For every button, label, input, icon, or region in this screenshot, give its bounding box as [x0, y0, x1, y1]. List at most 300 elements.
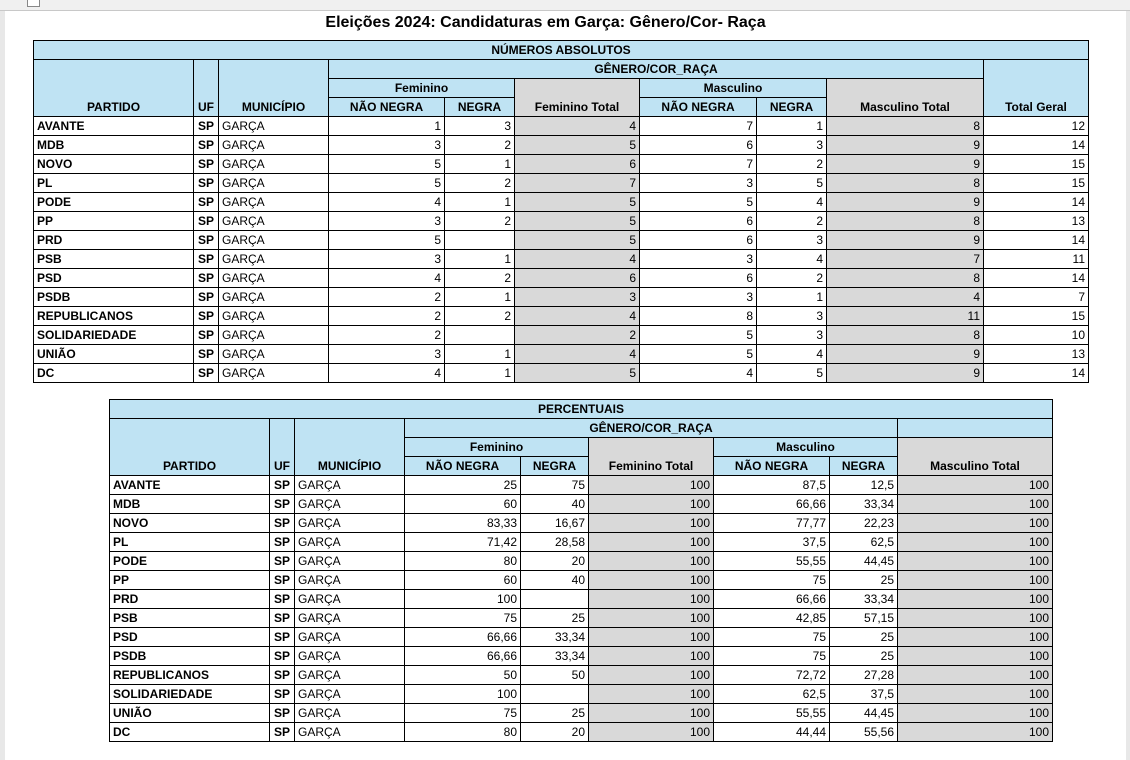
masculino-negra-cell[interactable]: 2	[757, 155, 827, 174]
municipio-cell[interactable]: GARÇA	[295, 476, 405, 495]
feminino-negra-cell[interactable]	[445, 231, 515, 250]
municipio-cell[interactable]: GARÇA	[295, 609, 405, 628]
masculino-nao-negra-cell[interactable]: 62,5	[714, 685, 830, 704]
masculino-nao-negra-cell[interactable]: 75	[714, 571, 830, 590]
masculino-header: Masculino	[714, 438, 898, 457]
partido-cell[interactable]: PSB	[34, 250, 194, 269]
feminino-total-cell[interactable]: 7	[515, 174, 640, 193]
feminino-negra-cell[interactable]: 20	[521, 723, 589, 742]
feminino-total-cell[interactable]: 100	[589, 647, 714, 666]
masculino-negra-cell[interactable]: 3	[757, 136, 827, 155]
partido-cell[interactable]: PRD	[34, 231, 194, 250]
masculino-negra-cell[interactable]: 25	[830, 647, 898, 666]
total-geral-cell[interactable]: 14	[984, 231, 1089, 250]
uf-cell[interactable]: SP	[270, 666, 295, 685]
municipio-cell[interactable]: GARÇA	[295, 685, 405, 704]
partido-cell[interactable]: PODE	[110, 552, 270, 571]
partido-cell[interactable]: PSD	[34, 269, 194, 288]
feminino-negra-cell[interactable]	[521, 590, 589, 609]
masculino-total-cell[interactable]: 100	[898, 628, 1053, 647]
feminino-nao-negra-cell[interactable]: 60	[405, 495, 521, 514]
feminino-total-cell[interactable]: 2	[515, 326, 640, 345]
masculino-negra-cell[interactable]: 27,28	[830, 666, 898, 685]
feminino-nao-negra-cell[interactable]: 60	[405, 571, 521, 590]
partido-cell[interactable]: SOLIDARIEDADE	[110, 685, 270, 704]
feminino-negra-cell[interactable]: 25	[521, 609, 589, 628]
uf-cell[interactable]: SP	[194, 326, 219, 345]
masculino-negra-cell[interactable]: 12,5	[830, 476, 898, 495]
feminino-nao-negra-cell[interactable]: 50	[405, 666, 521, 685]
feminino-total-cell[interactable]: 4	[515, 345, 640, 364]
total-geral-cell[interactable]: 14	[984, 136, 1089, 155]
municipio-cell[interactable]: GARÇA	[219, 364, 329, 383]
uf-cell[interactable]: SP	[270, 609, 295, 628]
masculino-nao-negra-cell[interactable]: 6	[640, 269, 757, 288]
municipio-cell[interactable]: GARÇA	[295, 704, 405, 723]
uf-cell[interactable]: SP	[194, 174, 219, 193]
feminino-nao-negra-cell[interactable]: 3	[329, 136, 445, 155]
masculino-total-cell[interactable]: 9	[827, 364, 984, 383]
feminino-negra-header: NEGRA	[521, 457, 589, 476]
table-row	[34, 307, 1089, 326]
partido-cell[interactable]: MDB	[110, 495, 270, 514]
partido-cell[interactable]: PSB	[110, 609, 270, 628]
feminino-nao-negra-cell[interactable]: 83,33	[405, 514, 521, 533]
feminino-nao-negra-cell[interactable]: 100	[405, 590, 521, 609]
masculino-negra-cell[interactable]: 4	[757, 193, 827, 212]
uf-cell[interactable]: SP	[270, 514, 295, 533]
masculino-nao-negra-cell[interactable]: 6	[640, 136, 757, 155]
masculino-negra-cell[interactable]: 55,56	[830, 723, 898, 742]
municipio-cell[interactable]: GARÇA	[219, 326, 329, 345]
feminino-nao-negra-cell[interactable]: 66,66	[405, 628, 521, 647]
municipio-cell[interactable]: GARÇA	[219, 136, 329, 155]
feminino-total-header: Feminino Total	[515, 79, 640, 117]
masculino-total-cell[interactable]: 8	[827, 326, 984, 345]
masculino-nao-negra-cell[interactable]: 55,55	[714, 704, 830, 723]
total-geral-cell[interactable]: 15	[984, 155, 1089, 174]
masculino-negra-cell[interactable]: 4	[757, 250, 827, 269]
masculino-nao-negra-cell[interactable]: 7	[640, 117, 757, 136]
total-geral-cell[interactable]: 7	[984, 288, 1089, 307]
feminino-total-cell[interactable]: 100	[589, 704, 714, 723]
uf-cell[interactable]: SP	[270, 571, 295, 590]
feminino-negra-cell[interactable]: 2	[445, 174, 515, 193]
partido-cell[interactable]: PP	[34, 212, 194, 231]
partido-cell[interactable]: DC	[110, 723, 270, 742]
absolute-numbers-table	[33, 40, 1089, 383]
masculino-nao-negra-cell[interactable]: 75	[714, 647, 830, 666]
feminino-negra-cell[interactable]: 2	[445, 307, 515, 326]
masculino-nao-negra-cell[interactable]: 5	[640, 345, 757, 364]
masculino-total-cell[interactable]: 100	[898, 666, 1053, 685]
masculino-nao-negra-cell[interactable]: 44,44	[714, 723, 830, 742]
partido-cell[interactable]: UNIÃO	[110, 704, 270, 723]
masculino-total-cell[interactable]: 9	[827, 136, 984, 155]
feminino-nao-negra-cell[interactable]: 2	[329, 307, 445, 326]
masculino-negra-cell[interactable]: 22,23	[830, 514, 898, 533]
feminino-negra-cell[interactable]: 25	[521, 704, 589, 723]
masculino-nao-negra-cell[interactable]: 6	[640, 231, 757, 250]
masculino-nao-negra-cell[interactable]: 8	[640, 307, 757, 326]
municipio-cell[interactable]: GARÇA	[219, 193, 329, 212]
feminino-total-cell[interactable]: 4	[515, 250, 640, 269]
masculino-negra-cell[interactable]: 2	[757, 269, 827, 288]
masculino-nao-negra-cell[interactable]: 42,85	[714, 609, 830, 628]
feminino-total-cell[interactable]: 100	[589, 476, 714, 495]
feminino-nao-negra-cell[interactable]: 5	[329, 174, 445, 193]
uf-cell[interactable]: SP	[270, 647, 295, 666]
municipio-cell[interactable]: GARÇA	[219, 174, 329, 193]
masculino-nao-negra-cell[interactable]: 3	[640, 250, 757, 269]
masculino-negra-cell[interactable]: 33,34	[830, 495, 898, 514]
total-geral-cell[interactable]: 14	[984, 193, 1089, 212]
feminino-negra-cell[interactable]: 1	[445, 364, 515, 383]
feminino-total-cell[interactable]: 100	[589, 723, 714, 742]
feminino-nao-negra-cell[interactable]: 5	[329, 231, 445, 250]
feminino-nao-negra-cell[interactable]: 66,66	[405, 647, 521, 666]
feminino-total-cell[interactable]: 5	[515, 136, 640, 155]
masculino-negra-cell[interactable]: 1	[757, 288, 827, 307]
municipio-cell[interactable]: GARÇA	[219, 250, 329, 269]
feminino-negra-cell[interactable]: 40	[521, 571, 589, 590]
feminino-total-cell[interactable]: 5	[515, 193, 640, 212]
feminino-nao-negra-cell[interactable]: 75	[405, 704, 521, 723]
masculino-total-cell[interactable]: 8	[827, 174, 984, 193]
feminino-nao-negra-cell[interactable]: 3	[329, 212, 445, 231]
feminino-negra-cell[interactable]: 20	[521, 552, 589, 571]
uf-cell[interactable]: SP	[194, 117, 219, 136]
masculino-nao-negra-cell[interactable]: 6	[640, 212, 757, 231]
masculino-nao-negra-cell[interactable]: 75	[714, 628, 830, 647]
uf-cell[interactable]: SP	[194, 269, 219, 288]
feminino-nao-negra-cell[interactable]: 80	[405, 723, 521, 742]
feminino-negra-cell[interactable]: 2	[445, 212, 515, 231]
total-geral-cell[interactable]: 15	[984, 174, 1089, 193]
feminino-total-cell[interactable]: 100	[589, 685, 714, 704]
masculino-nao-negra-cell[interactable]: 5	[640, 193, 757, 212]
feminino-total-cell[interactable]: 6	[515, 155, 640, 174]
masculino-total-header: Masculino Total	[827, 79, 984, 117]
masculino-nao-negra-cell[interactable]: 77,77	[714, 514, 830, 533]
feminino-total-cell[interactable]: 100	[589, 533, 714, 552]
uf-cell[interactable]: SP	[270, 704, 295, 723]
feminino-total-cell[interactable]: 100	[589, 590, 714, 609]
partido-cell[interactable]: UNIÃO	[34, 345, 194, 364]
municipio-header: MUNICÍPIO	[295, 419, 405, 476]
table-row	[110, 590, 1053, 609]
masculino-negra-cell[interactable]: 44,45	[830, 552, 898, 571]
feminino-total-cell[interactable]: 5	[515, 364, 640, 383]
feminino-negra-cell[interactable]: 40	[521, 495, 589, 514]
feminino-negra-header: NEGRA	[445, 98, 515, 117]
partido-cell[interactable]: PL	[110, 533, 270, 552]
municipio-cell[interactable]: GARÇA	[295, 647, 405, 666]
total-geral-cell[interactable]: 14	[984, 364, 1089, 383]
uf-cell[interactable]: SP	[194, 364, 219, 383]
feminino-nao-negra-cell[interactable]: 71,42	[405, 533, 521, 552]
uf-cell[interactable]: SP	[270, 476, 295, 495]
partido-cell[interactable]: AVANTE	[110, 476, 270, 495]
feminino-nao-negra-cell[interactable]: 4	[329, 364, 445, 383]
feminino-total-cell[interactable]: 100	[589, 514, 714, 533]
masculino-negra-cell[interactable]: 37,5	[830, 685, 898, 704]
partido-cell[interactable]: REPUBLICANOS	[34, 307, 194, 326]
uf-cell[interactable]: SP	[194, 231, 219, 250]
feminino-total-cell[interactable]: 6	[515, 269, 640, 288]
feminino-nao-negra-cell[interactable]: 5	[329, 155, 445, 174]
masculino-total-cell[interactable]: 100	[898, 590, 1053, 609]
feminino-negra-cell[interactable]: 33,34	[521, 647, 589, 666]
feminino-total-cell[interactable]: 100	[589, 571, 714, 590]
feminino-total-cell[interactable]: 4	[515, 117, 640, 136]
uf-cell[interactable]: SP	[270, 628, 295, 647]
masculino-total-header: Masculino Total	[898, 438, 1053, 476]
table-row	[34, 117, 1089, 136]
municipio-cell[interactable]: GARÇA	[295, 514, 405, 533]
uf-cell[interactable]: SP	[194, 307, 219, 326]
uf-cell[interactable]: SP	[194, 288, 219, 307]
municipio-cell[interactable]: GARÇA	[219, 117, 329, 136]
total-geral-header: Total Geral	[984, 60, 1089, 117]
partido-cell[interactable]: NOVO	[110, 514, 270, 533]
uf-header: UF	[270, 419, 295, 476]
masculino-nao-negra-cell[interactable]: 5	[640, 326, 757, 345]
feminino-nao-negra-cell[interactable]: 2	[329, 326, 445, 345]
feminino-negra-cell[interactable]: 28,58	[521, 533, 589, 552]
feminino-negra-cell[interactable]: 50	[521, 666, 589, 685]
feminino-nao-negra-cell[interactable]: 3	[329, 345, 445, 364]
table-row	[110, 723, 1053, 742]
partido-cell[interactable]: AVANTE	[34, 117, 194, 136]
masculino-negra-cell[interactable]: 25	[830, 571, 898, 590]
feminino-negra-cell[interactable]: 1	[445, 155, 515, 174]
feminino-nao-negra-cell[interactable]: 2	[329, 288, 445, 307]
table-row	[34, 212, 1089, 231]
feminino-nao-negra-cell[interactable]: 4	[329, 193, 445, 212]
total-geral-cell[interactable]: 14	[984, 269, 1089, 288]
feminino-negra-cell[interactable]: 2	[445, 136, 515, 155]
feminino-total-cell[interactable]: 4	[515, 307, 640, 326]
feminino-negra-cell[interactable]: 16,67	[521, 514, 589, 533]
feminino-total-cell[interactable]: 3	[515, 288, 640, 307]
table-row	[110, 609, 1053, 628]
feminino-negra-cell[interactable]: 1	[445, 345, 515, 364]
feminino-negra-cell[interactable]: 33,34	[521, 628, 589, 647]
uf-cell[interactable]: SP	[194, 136, 219, 155]
total-geral-cell[interactable]: 13	[984, 345, 1089, 364]
masculino-negra-cell[interactable]: 5	[757, 174, 827, 193]
feminino-negra-cell[interactable]: 1	[445, 193, 515, 212]
partido-cell[interactable]: PSDB	[110, 647, 270, 666]
feminino-nao-negra-cell[interactable]: 4	[329, 269, 445, 288]
partido-cell[interactable]: MDB	[34, 136, 194, 155]
masculino-header: Masculino	[640, 79, 827, 98]
feminino-total-cell[interactable]: 100	[589, 552, 714, 571]
table-row	[110, 628, 1053, 647]
masculino-nao-negra-cell[interactable]: 72,72	[714, 666, 830, 685]
select-all-box[interactable]	[27, 0, 40, 7]
table-row	[110, 476, 1053, 495]
masculino-nao-negra-cell[interactable]: 37,5	[714, 533, 830, 552]
uf-cell[interactable]: SP	[270, 495, 295, 514]
feminino-nao-negra-cell[interactable]: 1	[329, 117, 445, 136]
total-geral-cell[interactable]: 11	[984, 250, 1089, 269]
municipio-cell[interactable]: GARÇA	[295, 552, 405, 571]
masculino-total-cell[interactable]: 7	[827, 250, 984, 269]
masculino-negra-cell[interactable]: 5	[757, 364, 827, 383]
total-geral-cell[interactable]: 15	[984, 307, 1089, 326]
municipio-cell[interactable]: GARÇA	[295, 590, 405, 609]
genero-cor-raca-header: GÊNERO/COR_RAÇA	[405, 419, 898, 438]
table-row	[110, 647, 1053, 666]
masculino-nao-negra-cell[interactable]: 66,66	[714, 590, 830, 609]
masculino-negra-cell[interactable]: 44,45	[830, 704, 898, 723]
masculino-nao-negra-cell[interactable]: 55,55	[714, 552, 830, 571]
uf-cell[interactable]: SP	[194, 212, 219, 231]
municipio-cell[interactable]: GARÇA	[219, 155, 329, 174]
partido-cell[interactable]: PSD	[110, 628, 270, 647]
masculino-total-cell[interactable]: 100	[898, 685, 1053, 704]
masculino-total-cell[interactable]: 100	[898, 704, 1053, 723]
feminino-total-cell[interactable]: 100	[589, 628, 714, 647]
masculino-nao-negra-cell[interactable]: 7	[640, 155, 757, 174]
feminino-total-header: Feminino Total	[589, 438, 714, 476]
total-geral-cell[interactable]: 12	[984, 117, 1089, 136]
masculino-total-cell[interactable]: 11	[827, 307, 984, 326]
total-geral-cell[interactable]: 13	[984, 212, 1089, 231]
feminino-nao-negra-cell[interactable]: 25	[405, 476, 521, 495]
masculino-negra-cell[interactable]: 25	[830, 628, 898, 647]
masculino-total-cell[interactable]: 100	[898, 495, 1053, 514]
feminino-negra-cell[interactable]: 1	[445, 250, 515, 269]
masculino-negra-cell[interactable]: 62,5	[830, 533, 898, 552]
municipio-cell[interactable]: GARÇA	[295, 533, 405, 552]
masculino-negra-cell[interactable]: 57,15	[830, 609, 898, 628]
masculino-negra-cell[interactable]: 1	[757, 117, 827, 136]
partido-cell[interactable]: PSDB	[34, 288, 194, 307]
uf-cell[interactable]: SP	[270, 533, 295, 552]
masculino-total-cell[interactable]: 100	[898, 571, 1053, 590]
municipio-cell[interactable]: GARÇA	[219, 269, 329, 288]
absolute-numbers-header: NÚMEROS ABSOLUTOS	[34, 41, 1089, 60]
feminino-negra-cell[interactable]	[521, 685, 589, 704]
uf-cell[interactable]: SP	[194, 345, 219, 364]
feminino-header: Feminino	[329, 79, 515, 98]
masculino-total-cell[interactable]: 8	[827, 117, 984, 136]
masculino-total-cell[interactable]: 4	[827, 288, 984, 307]
masculino-total-cell[interactable]: 8	[827, 269, 984, 288]
uf-cell[interactable]: SP	[270, 723, 295, 742]
table-row	[110, 666, 1053, 685]
feminino-negra-cell[interactable]	[445, 326, 515, 345]
masculino-nao-negra-cell[interactable]: 3	[640, 174, 757, 193]
total-geral-cell[interactable]: 10	[984, 326, 1089, 345]
municipio-cell[interactable]: GARÇA	[219, 345, 329, 364]
partido-cell[interactable]: PP	[110, 571, 270, 590]
masculino-negra-cell[interactable]: 4	[757, 345, 827, 364]
partido-cell[interactable]: PL	[34, 174, 194, 193]
masculino-total-cell[interactable]: 100	[898, 476, 1053, 495]
uf-cell[interactable]: SP	[194, 250, 219, 269]
table-row	[34, 269, 1089, 288]
masculino-total-cell[interactable]: 9	[827, 345, 984, 364]
municipio-cell[interactable]: GARÇA	[295, 571, 405, 590]
masculino-total-cell[interactable]: 9	[827, 231, 984, 250]
feminino-nao-negra-cell[interactable]: 100	[405, 685, 521, 704]
feminino-negra-cell[interactable]: 3	[445, 117, 515, 136]
partido-cell[interactable]: PRD	[110, 590, 270, 609]
feminino-total-cell[interactable]: 5	[515, 212, 640, 231]
partido-header: PARTIDO	[110, 419, 270, 476]
masculino-nao-negra-cell[interactable]: 3	[640, 288, 757, 307]
masculino-total-cell[interactable]: 8	[827, 212, 984, 231]
masculino-negra-cell[interactable]: 3	[757, 326, 827, 345]
municipio-cell[interactable]: GARÇA	[219, 231, 329, 250]
masculino-total-cell[interactable]: 100	[898, 647, 1053, 666]
uf-cell[interactable]: SP	[194, 193, 219, 212]
partido-cell[interactable]: PODE	[34, 193, 194, 212]
table-row	[110, 685, 1053, 704]
uf-cell[interactable]: SP	[194, 155, 219, 174]
masculino-negra-cell[interactable]: 3	[757, 307, 827, 326]
masculino-total-cell[interactable]: 100	[898, 609, 1053, 628]
uf-header: UF	[194, 60, 219, 117]
feminino-nao-negra-cell[interactable]: 75	[405, 609, 521, 628]
feminino-negra-cell[interactable]: 1	[445, 288, 515, 307]
uf-cell[interactable]: SP	[270, 552, 295, 571]
masculino-total-cell[interactable]: 9	[827, 155, 984, 174]
masculino-total-cell[interactable]: 100	[898, 533, 1053, 552]
partido-cell[interactable]: DC	[34, 364, 194, 383]
masculino-total-cell[interactable]: 100	[898, 514, 1053, 533]
blank-header	[898, 419, 1053, 438]
feminino-total-cell[interactable]: 100	[589, 609, 714, 628]
feminino-negra-cell[interactable]: 75	[521, 476, 589, 495]
masculino-total-cell[interactable]: 100	[898, 552, 1053, 571]
partido-cell[interactable]: NOVO	[34, 155, 194, 174]
municipio-cell[interactable]: GARÇA	[219, 288, 329, 307]
feminino-nao-negra-cell[interactable]: 80	[405, 552, 521, 571]
feminino-total-cell[interactable]: 100	[589, 666, 714, 685]
masculino-negra-cell[interactable]: 3	[757, 231, 827, 250]
municipio-cell[interactable]: GARÇA	[295, 628, 405, 647]
feminino-total-cell[interactable]: 5	[515, 231, 640, 250]
masculino-total-cell[interactable]: 9	[827, 193, 984, 212]
municipio-cell[interactable]: GARÇA	[295, 723, 405, 742]
masculino-total-cell[interactable]: 100	[898, 723, 1053, 742]
masculino-nao-negra-cell[interactable]: 87,5	[714, 476, 830, 495]
uf-cell[interactable]: SP	[270, 590, 295, 609]
municipio-cell[interactable]: GARÇA	[219, 307, 329, 326]
municipio-cell[interactable]: GARÇA	[219, 212, 329, 231]
partido-cell[interactable]: SOLIDARIEDADE	[34, 326, 194, 345]
uf-cell[interactable]: SP	[270, 685, 295, 704]
masculino-negra-cell[interactable]: 2	[757, 212, 827, 231]
partido-header: PARTIDO	[34, 60, 194, 117]
partido-cell[interactable]: REPUBLICANOS	[110, 666, 270, 685]
municipio-cell[interactable]: GARÇA	[295, 495, 405, 514]
municipio-cell[interactable]: GARÇA	[295, 666, 405, 685]
feminino-negra-cell[interactable]: 2	[445, 269, 515, 288]
table-row	[110, 533, 1053, 552]
feminino-total-cell[interactable]: 100	[589, 495, 714, 514]
masculino-negra-cell[interactable]: 33,34	[830, 590, 898, 609]
feminino-nao-negra-cell[interactable]: 3	[329, 250, 445, 269]
masculino-nao-negra-cell[interactable]: 4	[640, 364, 757, 383]
table-row	[34, 231, 1089, 250]
masculino-nao-negra-cell[interactable]: 66,66	[714, 495, 830, 514]
